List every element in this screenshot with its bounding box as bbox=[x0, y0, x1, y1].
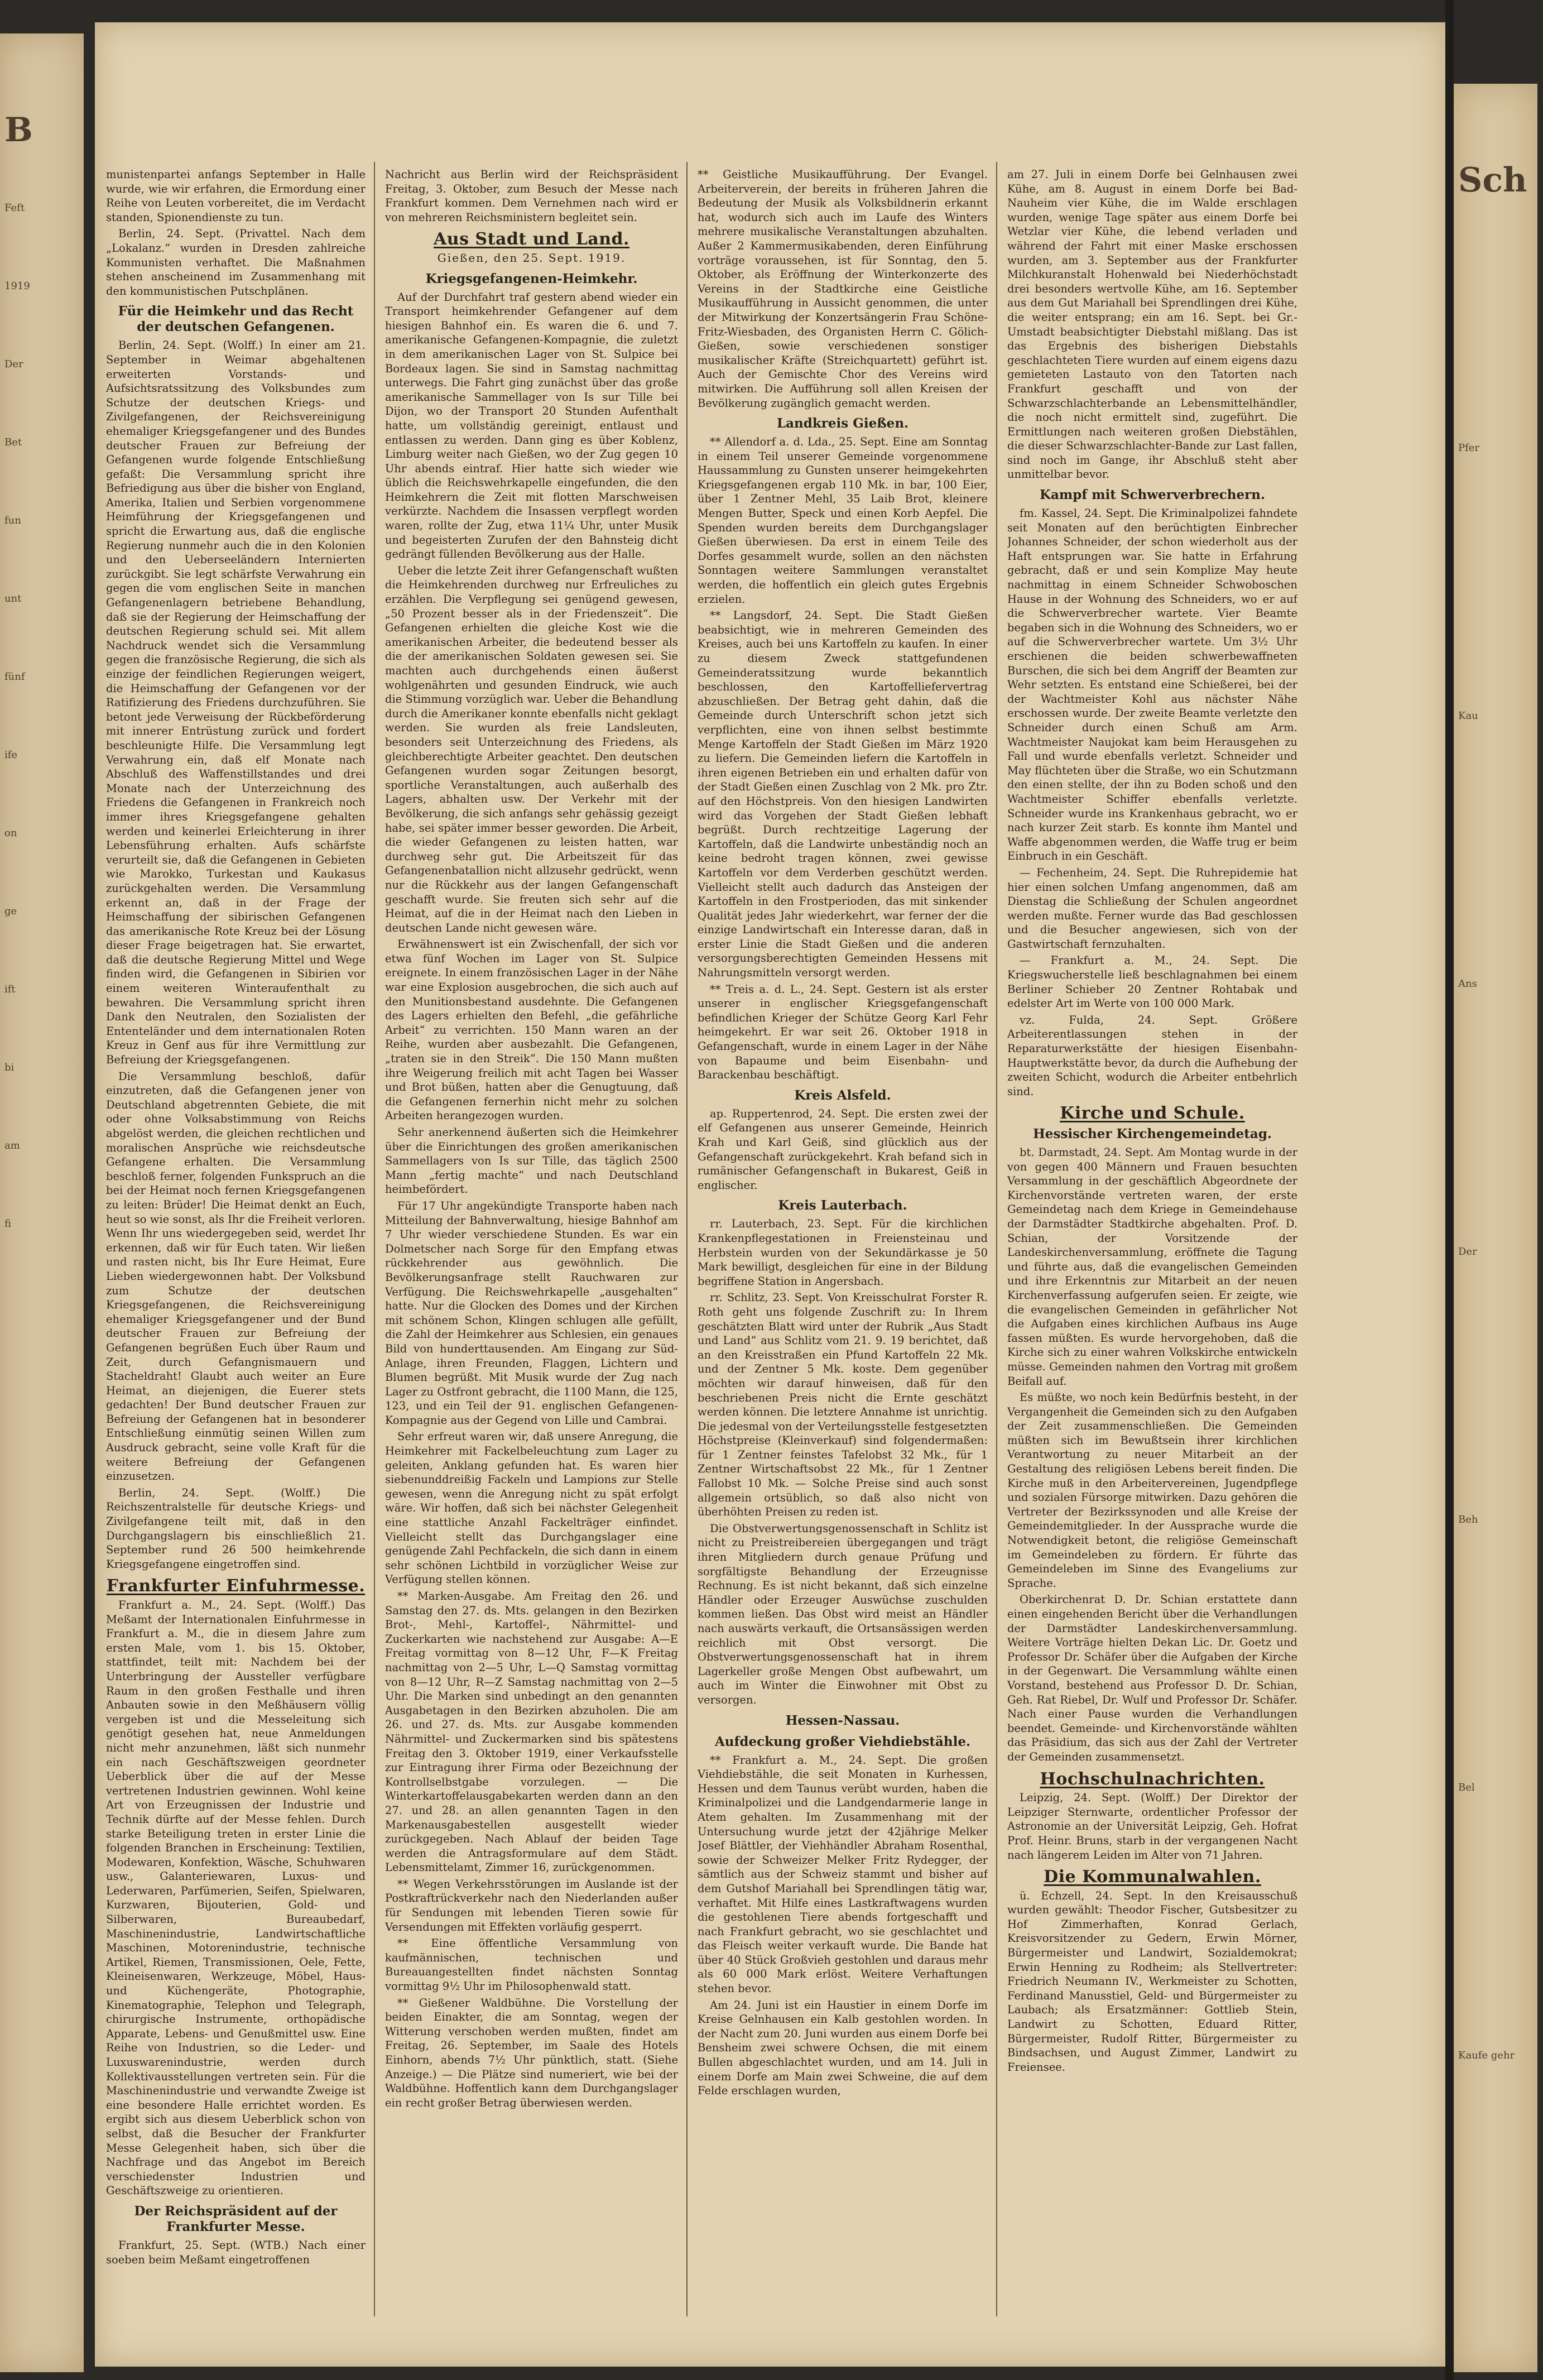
edge-fragment: bi bbox=[4, 1062, 15, 1073]
article-paragraph: ** Geistliche Musikaufführung. Der Evangel. Arbeiterverein, der bereits in früheren Jahren die Bedeutung der Musik als Volksbildnerin erkannt hat, wodurch sich auch im Laufe des Winters mehrere musikalische Veranstaltungen abzuhalten. Außer 2 Kammermusikabenden, deren Einführung vorträge voraussehen, ist für Sonntag, den 5. Oktober, als Eröffnung der Winterkonzerte des Vereins in der Stadtkirche eine Geistliche Musikaufführung in Aussicht genommen, die unter der Mitwirkung der Konzertsängerin Frau Schöne-Fritz-Wiesbaden, des Organisten Herrn C. Gölich-Gießen, sowie verschiedenen sonstiger musikalischer Kräfte (Streichquartett) geführt ist. Auch der Gemischte Chor des Vereins wird mitwirken. Die Aufführung soll allen Kreisen der Bevölkerung zugänglich gemacht werden. bbox=[698, 168, 988, 410]
article-heading: Kampf mit Schwerverbrechern. bbox=[1040, 487, 1265, 503]
edge-fragment: Beh bbox=[1458, 1514, 1478, 1525]
article-heading: Landkreis Gießen. bbox=[776, 416, 909, 431]
edge-fragment: fünf bbox=[4, 671, 25, 683]
article-paragraph: Berlin, 24. Sept. (Privattel. Nach dem „Lokalanz.“ wurden in Dresden zahlreiche Kommunisten verhaftet. Die Maßnahmen stehen anscheinend im Zusammenhang mit den kommunistischen Putschplänen. bbox=[106, 227, 366, 298]
article-paragraph: rr. Lauterbach, 23. Sept. Für die kirchlichen Krankenpflegestationen in Freiensteinau und Herbstein wurden von der Sekundärkasse je 50 Mark bewilligt, desgleichen für eine in der Bildung begriffene Station in Angersbach. bbox=[698, 1217, 988, 1288]
edge-fragment: ge bbox=[4, 905, 17, 917]
article-heading: Kriegsgefangenen-Heimkehr. bbox=[425, 271, 638, 286]
edge-fragment: Bel bbox=[1458, 1782, 1475, 1793]
article-paragraph: vz. Fulda, 24. Sept. Größere Arbeiterentlassungen stehen in der Reparaturwerkstätte der hiesigen Eisenbahn-Hauptwerkstätte bevor, da durch die Aufhebung der zweiten Schicht, wodurch die Arbeiter entbehrlich sind. bbox=[1007, 1013, 1297, 1098]
edge-fragment: Der bbox=[1458, 1246, 1477, 1258]
section-heading: Die Kommunalwahlen. bbox=[1044, 1867, 1261, 1887]
article-heading: Aufdeckung großer Viehdiebstähle. bbox=[714, 1734, 971, 1749]
article-paragraph: Oberkirchenrat D. Dr. Schian erstattete dann einen eingehenden Bericht über die Verhandlungen der Darmstädter Landeskirchenversammlung. Weitere Vorträge hielten Dekan Lic. Dr. Goetz und Professor Dr. Schäfer über die Aufgaben der Kirche in der Gegenwart. Die Versammlung wählte einen Vorstand, bestehend aus Professor D. Dr. Schian, Geh. Rat Riebel, Dr. Wulf und Professor Dr. Schäfer. Nach einer Pause wurden die Verhandlungen beendet. Gemeinde- und Kirchenvorstände wählten das Präsidium, das sich aus der Zahl der Vertreter der Gemeinden zusammensetzt. bbox=[1007, 1593, 1297, 1763]
article-paragraph: bt. Darmstadt, 24. Sept. Am Montag wurde in der von gegen 400 Männern und Frauen besuchten Versammlung in der geschäftlich Abgeordnete der Kirchenvorstände vertreten waren, der erste Gemeindetag nach dem Kriege in Gemeindehause der Darmstädter Stadtkirche abgehalten. Prof. D. Schian, der Vorsitzende der Landeskirchenversammlung, eröffnete die Tagung und führte aus, daß die evangelischen Gemeinden und ihre Erkenntnis zur Mitarbeit an der neuen Kirchenverfassung aufgerufen seien. Er zeigte, wie die evangelischen Gemeinden in gefährlicher Not die Aufgaben eines kirchlichen Aufbaus ins Auge fassen müßten. Es wurde hervorgehoben, daß die Kirche sich zu einer wahren Volkskirche entwickeln müsse. Gemeinden nahmen den Vortrag mit großem Beifall auf. bbox=[1007, 1146, 1297, 1388]
column-rule bbox=[374, 162, 375, 2316]
article-paragraph: Sehr anerkennend äußerten sich die Heimkehrer über die Einrichtungen des großen amerikanischen Sammellagers von Is sur Tille, das täglich 2500 Mann „fertig machte“ und nach Deutschland heimbefördert. bbox=[385, 1126, 678, 1196]
article-paragraph: Für 17 Uhr angekündigte Transporte haben nach Mitteilung der Bahnverwaltung, hiesige Bahnhof am 7 Uhr wieder verschiedene Stunden. Es war ein Dolmetscher nach Sorge für den Empfang etwas rückkehrender aus gewöhnlich. Die Bevölkerungsanfrage stellt Rauchwaren zur Verfügung. Die Reichswehrkapelle „ausgehalten“ hatte. Nur die Glocken des Domes und der Kirchen mit schönem Schon, Klingen schlugen alle gefüllt, die Zahl der Heimkehrer aus Schlesien, ein genaues Bild von hunderttausenden. Am Eingang zur Süd-Anlage, ihren Freunden, Flaggen, Lichtern und Blumen begrüßt. Mit Musik wurde der Zug nach Lager zu Ostfront gebracht, die 1100 Mann, die 125, 123, und ein Teil der 91. englischen Gefangenen-Kompagnie aus der Gegend von Lille und Cambrai. bbox=[385, 1199, 678, 1427]
article-heading: Hessischer Kirchengemeindetag. bbox=[1033, 1126, 1272, 1141]
column-1 bbox=[106, 167, 366, 2316]
article-paragraph: Die Obstverwertungsgenossenschaft in Schlitz ist nicht zu Preistreibereien übergegangen und trägt ihren Mitgliedern durch genaue Prüfung und sorgfältigste Behandlung der Erzeugnisse Rechnung. Es ist nicht bekannt, daß sich einzelne Händler oder Erzeuger Auswüchse zuschulden kommen ließen. Das Obst wird meist an Händler nach auswärts verkauft, die Ortsansässigen werden reichlich mit Obst versorgt. Die Obstverwertungsgenossenschaft hat in ihrem Lagerkeller große Mengen Obst aufbewahrt, um auch im Winter die Einwohner mit Obst zu versorgen. bbox=[698, 1522, 988, 1706]
article-paragraph: Leipzig, 24. Sept. (Wolff.) Der Direktor der Leipziger Sternwarte, ordentlicher Professor der Astronomie an der Universität Leipzig, Geh. Hofrat Prof. Heinr. Bruns, starb in der vergangenen Nacht nach längerem Leiden im Alter von 71 Jahren. bbox=[1007, 1791, 1297, 1861]
article-paragraph: ** Gießener Waldbühne. Die Vorstellung der beiden Einakter, die am Sonntag, wegen der Witterung verschoben werden mußten, findet am Freitag, 26. September, im Saale des Hotels Einhorn, abends 7½ Uhr pünktlich, statt. (Siehe Anzeige.) — Die Plätze sind numeriert, wie bei der Waldbühne. Hoffentlich kann dem Durchgangslager ein recht großer Betrag überwiesen werden. bbox=[385, 1996, 678, 2109]
article-paragraph: Erwähnenswert ist ein Zwischenfall, der sich vor etwa fünf Wochen im Lager von St. Sulpice ereignete. In einem französischen Lager in der Nähe war eine Explosion ausgebrochen, die sich auch auf den Munitionsbestand ausdehnte. Die Gefangenen des Lagers erhielten den Befehl, „die gefährliche Arbeit“ zu verrichten. 150 Mann waren an der Reihe, wurden aber ausbezahlt. Die Gefangenen, „traten sie in den Streik“. Die 150 Mann mußten ihre Weigerung freilich mit acht Tagen bei Wasser und Brot büßen, hatten aber die Genugtuung, daß die Gefangenen fernerhin nicht mehr zu solchen Arbeiten herangezogen wurden. bbox=[385, 938, 678, 1122]
article-paragraph: am 27. Juli in einem Dorfe bei Gelnhausen zwei Kühe, am 8. August in einem Dorfe bei Bad-Nauheim vier Kühe, die im Walde erschlagen wurden, wenige Tage später aus einem Dorfe bei Wetzlar vier Kühe, die lebend verladen und während der Fahrt mit einer Maske erschossen wurden, am 3. September aus der Frankfurter Milchkuranstalt Hohenwald bei Niederhöchstadt drei besonders wertvolle Kühe, am 16. September aus dem Gut Mariahall bei Sprendlingen drei Kühe, die weiter entsprang; ein am 16. Sept. bei Gr.-Umstadt beabsichtigter Diebstahl mißlang. Das ist das Ergebnis des bisherigen Diebstahls geschlachteten Tiere wurden auf einem eigens dazu gemieteten Lastauto von den Tatorten nach Frankfurt geschafft und von der Schwarzschlachterbande an Lebensmittelhändler, die noch nicht ermittelt sind, zugeführt. Die Ermittlungen nach weiteren großen Diebstählen, die dieser Schwarzschlachter-Bande zur Last fallen, sind noch im Gange, ihr Abschluß steht aber unmittelbar bevor. bbox=[1007, 168, 1297, 481]
article-paragraph: ** Allendorf a. d. Lda., 25. Sept. Eine am Sonntag in einem Teil unserer Gemeinde vorgenommene Haussammlung zu Gunsten unserer heimgekehrten Kriegsgefangenen ergab 110 Mk. in bar, 100 Eier, über 1 Zentner Mehl, 35 Laib Brot, kleinere Mengen Butter, Speck und einen Korb Aepfel. Die Spenden wurden bereits dem Durchgangslager Gießen überwiesen. Da erst in einem Teile des Dorfes gesammelt wurde, sollen an den nächsten Sonntagen weitere Sammlungen veranstaltet werden, die hoffentlich ein gleich gutes Ergebnis erzielen. bbox=[698, 435, 988, 606]
edge-fragment: am bbox=[4, 1140, 20, 1151]
dateline: Gießen, den 25. Sept. 1919. bbox=[437, 251, 626, 265]
article-paragraph: fm. Kassel, 24. Sept. Die Kriminalpolizei fahndete seit Monaten auf den berüchtigten Einbrecher Johannes Schneider, der schon wiederholt aus der Haft entsprungen war. Sie hatte in Erfahrung gebracht, daß er und sein Komplize May heute nachmittag in einem Schneider Schwoboschen Hause in der Wohnung des Schneiders, wo er auf die Schwerverbrecher wartete. Vier Beamte begaben sich in die Wohnung des Schneiders, wo er auf die Schwerverbrecher wartete. Um 3½ Uhr erschienen die beiden schwerbewaffneten Burschen, die sich bei dem Angriff der Beamten zur Wehr setzten. Es entstand eine Schießerei, bei der der Wachtmeister Kohl aus nächster Nähe erschossen wurde. Der zweite Beamte verletzte den Schneider durch einen Schuß am Arm. Wachtmeister Naujokat kam beim Herausgehen zu Fall und wurde ebenfalls verletzt. Schneider und May flüchteten über die Straße, wo ein Schutzmann den einen stellte, der ihn zu Boden schoß und den Wachtmeister Schiffer ebenfalls verletzte. Schneider wurde ins Krankenhaus gebracht, wo er nach kurzer Zeit starb. Es konnte ihm Mantel und Waffe abgenommen werden, die Waffe trug er beim Einbruch in ein Geschäft. bbox=[1007, 507, 1297, 863]
edge-fragment: Kaufe gehr bbox=[1458, 2050, 1515, 2061]
article-paragraph: Am 24. Juni ist ein Haustier in einem Dorfe im Kreise Gelnhausen ein Kalb gestohlen worden. In der Nacht zum 20. Juni wurden aus einem Dorfe bei Bensheim zwei schwere Ochsen, die mit einem Bullen abgeschlachtet wurden, und am 14. Juli in einem Dorfe am Main zwei Schweine, die auf dem Felde erschlagen wurden, bbox=[698, 1998, 988, 2098]
article-heading: Kreis Lauterbach. bbox=[778, 1198, 907, 1213]
article-paragraph: ** Langsdorf, 24. Sept. Die Stadt Gießen beabsichtigt, wie in mehreren Gemeinden des Kreises, auch bei uns Kartoffeln zu kaufen. In einer zu diesem Zweck stattgefundenen Gemeinderatssitzung wurde bekanntlich beschlossen, den Kartoffelliefervertrag abzuschließen. Der Betrag geht dahin, daß die Gemeinde durch Unterschrift schon jetzt sich verpflichten, eine von ihnen selbst bestimmte Menge Kartoffeln der Stadt Gießen im März 1920 zu liefern. Die Gemeinden liefern die Kartoffeln in ihren eigenen Betrieben ein und erhalten dafür von der Stadt Gießen einen Zuschlag von 2 Mk. pro Ztr. auf den Höchstpreis. Von den hiesigen Landwirten wird das Vorgehen der Stadt Gießen lebhaft begrüßt. Durch rechtzeitige Lagerung der Kartoffeln, daß die Landwirte unbeständig noch an keine bedroht tragen können, zwei gewisse Kartoffeln vor dem Verderben geschützt werden. Vielleicht stellt auch dadurch das Ansteigen der Kartoffeln in den Frostperioden, das mit sinkender Qualität jedes Jahr wiederkehrt, war ferner der die einzige Landwirtschaft ein Interesse daran, daß in erster Linie die Stadt Gießen und die anderen versorgungsberechtigten Gemeinden Hessens mit Nahrungsmitteln versorgt werden. bbox=[698, 609, 988, 980]
edge-fragment: B bbox=[4, 111, 33, 150]
edge-fragment: ift bbox=[4, 983, 16, 995]
article-paragraph: — Fechenheim, 24. Sept. Die Ruhrepidemie hat hier einen solchen Umfang angenommen, daß am Dienstag die Schließung der Schulen angeordnet werden mußte. Ferner wurde das Bad geschlossen und die Besucher angewiesen, sich von der Gastwirtschaft fernzuhalten. bbox=[1007, 866, 1297, 951]
article-paragraph: Berlin, 24. Sept. (Wolff.) Die Reichszentralstelle für deutsche Kriegs- und Zivilgefangene teilt mit, daß in den Durchgangslagern bis einschließlich 21. September rund 26 500 heimkehrende Kriegsgefangene eingetroffen sind. bbox=[106, 1486, 366, 1571]
edge-fragment: Der bbox=[4, 358, 23, 370]
column-rule bbox=[686, 162, 688, 2316]
page-gutter bbox=[1445, 0, 1454, 2380]
newspaper-page bbox=[95, 22, 1445, 2367]
article-paragraph: Berlin, 24. Sept. (Wolff.) In einer am 21. September in Weimar abgehaltenen erweiterten Vorstands- und Aufsichtsratssitzung des Volksbundes zum Schutze der deutschen Kriegs- und Zivilgefangenen, der Reichsvereinigung ehemaliger Kriegsgefangener und des Bundes deutscher Frauen zur Befreiung der Gefangenen wurde folgende Entschließung gefaßt: Die Versammlung spricht ihre Befriedigung aus über die bisher von England, Amerika, Italien und Serbien vorgenommene Heimführung der Kriegsgefangenen und spricht die Erwartung aus, daß die englische Regierung nunmehr auch die in den Kolonien und den Ueberseeländern Internierten zurückgibt. Sie legt schärfste Verwahrung ein gegen die vom englischen Seite in manchen Gefangenenlagern betriebene Behandlung, daß sie der Regierung der Heimschaffung der deutschen Regierung schuld sei. Mit allem Nachdruck wendet sich die Versammlung gegen die französische Regierung, die sich als einzige der feindlichen Regierungen weigert, die Heimschaffung der Gefangenen vor der Ratifizierung des Friedens durchzuführen. Sie betont jede Verweisung der Rückbeförderung mit innerer Entrüstung zurück und fordert beschleunigte Hilfe. Die Versammlung legt Verwahrung ein, daß elf Monate nach Abschluß des Waffenstillstandes und drei Monate nach der Unterzeichnung des Friedens die Gefangenen in Frankreich noch immer ihres Kriegsgefangene gehalten werden und keinerlei Erleichterung in ihrer Lebensführung erhalten. Aufs schärfste verurteilt sie, daß die Gefangenen in Gebieten wie Marokko, Turkestan und Kaukasus zurückgehalten werden. Die Versammlung erkennt an, daß in der Frage der Heimschaffung der sibirischen Gefangenen das amerikanische Rote Kreuz bei der Lösung dieser Frage beigetragen hat. Sie erwartet, daß die deutsche Regierung Mittel und Wege finden wird, die Gefangenen in Sibirien vor einem weiteren Winteraufenthalt zu bewahren. Die Versammlung spricht ihren Dank den Neutralen, den Sozialisten der Ententeländer und dem internationalen Roten Kreuz in Genf aus für ihre Vermittlung zur Befreiung der Kriegsgefangenen. bbox=[106, 339, 366, 1067]
article-paragraph: Frankfurt a. M., 24. Sept. (Wolff.) Das Meßamt der Internationalen Einfuhrmesse in Frankfurt a. M., die in diesem Jahre zum ersten Male, vom 1. bis 15. Oktober, stattfindet, teilt mit: Nachdem bei der Unterbringung der Aussteller verfügbare Raum in den großen Festhalle und ihren Anbauten sowie in den Meßhäusern völlig vergeben ist und die Messeleitung sich genötigt gesehen hat, neue Anmeldungen nicht mehr anzunehmen, läßt sich nunmehr ein nach Geschäftszweigen geordneter Ueberblick über die auf der Messe vertretenen Industrien gewinnen. Wohl keine Art von Erzeugnissen der Industrie und Technik dürfte auf der Messe fehlen. Durch starke Beteiligung treten in erster Linie die folgenden Branchen in Erscheinung: Textilien, Modewaren, Konfektion, Wäsche, Schuhwaren usw., Galanteriewaren, Luxus- und Lederwaren, Parfümerien, Seifen, Spielwaren, Kurzwaren, Bijouterien, Gold- und Silberwaren, Bureaubedarf, Maschinenindustrie, Landwirtschaftliche Maschinen, Motorenindustrie, technische Artikel, Riemen, Transmissionen, Oele, Fette, Kleineisenwaren, Werkzeuge, Möbel, Haus- und Küchengeräte, Photographie, Kinematographie, Telephon und Telegraph, chirurgische Instrumente, orthopädische Apparate, Lebens- und Genußmittel usw. Eine Reihe von Industrien, so die Leder- und Luxuswarenindustrie, werden durch Kollektivausstellungen vertreten sein. Für die Maschinenindustrie und verwandte Zweige ist eine besondere Halle errichtet worden. Es ergibt sich aus diesem Ueberblick schon von selbst, daß die Besucher der Frankfurter Messe Gelegenheit haben, sich über die Nachfrage und das Angebot im Bereich verschiedenster Industrien und Geschäftszweige zu orientieren. bbox=[106, 1599, 366, 2197]
left-page-edge bbox=[0, 33, 84, 2372]
edge-fragment: Ans bbox=[1458, 978, 1477, 990]
column-4 bbox=[1007, 167, 1297, 2316]
edge-fragment: fun bbox=[4, 515, 21, 526]
article-paragraph: munistenpartei anfangs September in Halle wurde, wie wir erfahren, die Ermordung einer Reihe von Leuten vorbereitet, die im Verdacht standen, Spionendienste zu tun. bbox=[106, 168, 366, 224]
edge-fragment: 1919 bbox=[4, 280, 30, 292]
article-paragraph: Die Versammlung beschloß, dafür einzutreten, daß die Gefangenen jener von Deutschland abgetrennten Gebiete, die mit oder ohne Volksabstimmung von Reichs abgelöst werden, die gleichen rechtlichen und moralischen Ansprüche wie reichsdeutsche Gefangene erhalten. Die Versammlung beschloß ferner, folgenden Funkspruch an die bei der Heimat noch fernen Kriegsgefangenen zu leiten: Brüder! Die Heimat denkt an Euch, heut so wie sonst, als Ihr die Freiheit verloren. Wenn Ihr uns wiedergegeben seid, werdet Ihr erkennen, daß wir für Euch taten. Wir ließen und rasten nicht, bis Ihr Eure Heimat, Eure Lieben wiedergewonnen habt. Der Volksbund zum Schutze der deutschen Kriegsgefangenen, die Reichsvereinigung ehemaliger Kriegsgefangener und der Bund deutscher Frauen zur Befreiung der Gefangenen begrüßen Euch über Raum und Zeit, durch Gefangnismauern und Stacheldraht! Glaubt auch weiter an Eure Heimat, an diejenigen, die Euerer stets gedachten! Der Bund deutscher Frauen zur Befreiung der Gefangenen hat in besonderer Entschließung einmütig seinen Willen zum Ausdruck gebracht, seine volle Kraft für die weitere Befreiung der Gefangenen einzusetzen. bbox=[106, 1069, 366, 1483]
section-heading: Aus Stadt und Land. bbox=[434, 229, 629, 249]
edge-fragment: Bet bbox=[4, 436, 22, 448]
article-paragraph: ** Treis a. d. L., 24. Sept. Gestern ist als erster unserer in englischer Kriegsgefangenschaft befindlichen Krieger der Schütze Georg Karl Fehr heimgekehrt. Er war seit 26. Oktober 1918 in Gefangenschaft, wurde in einem Lager in der Nähe von Bapaume und beim Eisenbahn- und Barackenbau beschäftigt. bbox=[698, 982, 988, 1082]
article-paragraph: rr. Schlitz, 23. Sept. Von Kreisschulrat Forster R. Roth geht uns folgende Zuschrift zu: In Ihrem geschätzten Blatt wird unter der Rubrik „Aus Stadt und Land“ aus Schlitz vom 21. 9. 19 berichtet, daß an den Kreisstraßen ein Pfund Kartoffeln 22 Mk. und der Zentner 5 Mk. koste. Dem gegenüber möchten wir darauf hinweisen, daß für den beschriebenen Preis nicht die Ernte geschätzt werden können. Die letztere Annahme ist unrichtig. Die jedesmal von der Verteilungsstelle festgesetzten Höchstpreise (Kleinverkauf) sind folgendermaßen: für 1 Zentner feinstes Tafelobst 32 Mk., für 1 Zentner Wirtschaftsobst 22 Mk., für 1 Zentner Fallobst 10 Mk. — Solche Preise sind auch sonst allgemein ortsüblich, so daß also nicht von überhöhten Preisen zu reden ist. bbox=[698, 1291, 988, 1519]
section-heading: Kirche und Schule. bbox=[1060, 1103, 1245, 1124]
article-heading: Hessen-Nassau. bbox=[785, 1712, 900, 1728]
column-2 bbox=[385, 167, 678, 2316]
article-paragraph: ü. Echzell, 24. Sept. In den Kreisausschuß wurden gewählt: Theodor Fischer, Gutsbesitzer zu Hof Zimmerhaften, Konrad Gerlach, Kreisvorsitzender zu Gedern, Erwin Mörner, Bürgermeister und Landwirt, Sozialdemokrat; Erwin Henning zu Rodheim; als Stellvertreter: Friedrich Neumann IV., Werkmeister zu Schotten, Ferdinand Manusstiel, Geld- und Bürgermeister zu Laubach; als Ersatzmänner: Gottlieb Stein, Landwirt zu Schotten, Eduard Ritter, Bürgermeister, Rudolf Ritter, Bürgermeister zu Bindsachsen, und August Zimmer, Landwirt zu Freiensee. bbox=[1007, 1889, 1297, 2074]
article-paragraph: ap. Ruppertenrod, 24. Sept. Die ersten zwei der elf Gefangenen aus unserer Gemeinde, Heinrich Krah und Karl Geiß, sind glücklich aus der Gefangenschaft zurückgekehrt. Krah befand sich in rumänischer Gefangenschaft in Bukarest, Geiß in englischer. bbox=[698, 1107, 988, 1192]
article-paragraph: Sehr erfreut waren wir, daß unsere Anregung, die Heimkehrer mit Fackelbeleuchtung zum Lager zu geleiten, Anklang gefunden hat. Es waren hier siebenunddreißig Fackeln und Lampions zur Stelle gewesen, wenn die Anregung nicht zu spät erfolgt wäre. Wir hoffen, daß sich bei nächster Gelegenheit eine stattliche Anzahl Fackelträger einfindet. Vielleicht stellt das Durchgangslager eine genügende Zahl Pechfackeln, die sich dann in einem sehr schönen Lichtbild in vorzüglicher Weise zur Verfügung stellen können. bbox=[385, 1430, 678, 1586]
section-heading: Frankfurter Einfuhrmesse. bbox=[106, 1576, 366, 1596]
edge-fragment: Kau bbox=[1458, 710, 1478, 722]
edge-fragment: fi bbox=[4, 1218, 12, 1230]
article-paragraph: ** Eine öffentliche Versammlung von kaufmännischen, technischen und Bureauangestellten findet nächsten Sonntag vormittag 9½ Uhr im Philosophenwald statt. bbox=[385, 1937, 678, 1993]
article-paragraph: — Frankfurt a. M., 24. Sept. Die Kriegswucherstelle ließ beschlagnahmen bei einem Berliner Schieber 20 Zentner Rohtabak und edelster Art im Werte von 100 000 Mark. bbox=[1007, 954, 1297, 1010]
column-3 bbox=[698, 167, 988, 2316]
edge-fragment: Pfer bbox=[1458, 442, 1480, 454]
section-heading: Hochschulnachrichten. bbox=[1040, 1769, 1265, 1789]
edge-fragment: ife bbox=[4, 749, 18, 761]
column-rule bbox=[996, 162, 997, 2316]
edge-fragment: unt bbox=[4, 593, 22, 604]
article-paragraph: ** Frankfurt a. M., 24. Sept. Die großen Viehdiebstähle, die seit Monaten in Kurhessen, Hessen und dem Taunus verübt wurden, haben die Kriminalpolizei und die Landgendarmerie lange in Atem gehalten. Im Zusammenhang mit der Untersuchung wurde jetzt der 42jährige Melker Josef Blättler, der Viehhändler Abraham Rosenthal, sowie der Schweizer Melker Fritz Rydegger, der sämtlich aus der Schweiz stammt und bisher auf dem Gutshof Mariahall bei Sprendlingen tätig war, verhaftet. Mit Hilfe eines Lastkraftwagens wurden die gestohlenen Tiere abends fortgeschafft und nach Frankfurt gebracht, wo sie geschlachtet und das Fleisch weiter verkauft wurde. Die Bande hat über 40 Stück Großvieh gestohlen und daraus mehr als 60 000 Mark erlöst. Weitere Verhaftungen stehen bevor. bbox=[698, 1753, 988, 1995]
article-paragraph: ** Wegen Verkehrsstörungen im Auslande ist der Postkraftrückverkehr nach den Niederlanden außer für Sendungen mit lebenden Tieren sowie für Versendungen mit Effekten vorläufig gesperrt. bbox=[385, 1877, 678, 1933]
right-page-edge bbox=[1454, 84, 1537, 2372]
article-paragraph: Nachricht aus Berlin wird der Reichspräsident Freitag, 3. Oktober, zum Besuch der Messe nach Frankfurt kommen. Dem Vernehmen nach wird er von mehreren Reichsministern begleitet sein. bbox=[385, 168, 678, 224]
edge-fragment: Feft bbox=[4, 202, 25, 214]
article-paragraph: Auf der Durchfahrt traf gestern abend wieder ein Transport heimkehrender Gefangener auf dem hiesigen Bahnhof ein. Es waren die 6. und 7. amerikanische Gefangenen-Kompagnie, die zuletzt in dem amerikanischen Lager von St. Sulpice bei Bordeaux lagen. Sie sind in Samstag nachmittag unterwegs. Die Fahrt ging zunächst über das große amerikanische Sammellager von Is sur Tille bei Dijon, wo der Transport 20 Stunden Aufenthalt hatte, um vollständig gereinigt, entlaust und entlassen zu werden. Dann ging es über Koblenz, Limburg weiter nach Gießen, wo der Zug gegen 10 Uhr abends eintraf. Hier hatte sich wieder wie üblich die Reichswehrkapelle eingefunden, die den Heimkehrern die Zeit mit flotten Marschweisen verkürzte. Nachdem die Insassen verpflegt worden waren, rollte der Zug, etwa 11¼ Uhr, unter Musik und begeisterten Zurufen der den Bahnsteig dicht gedrängt füllenden Bevölkerung aus der Halle. bbox=[385, 290, 678, 561]
edge-fragment: on bbox=[4, 827, 17, 839]
article-heading: Kreis Alsfeld. bbox=[794, 1087, 891, 1103]
article-paragraph: Es müßte, wo noch kein Bedürfnis besteht, in der Vergangenheit die Gemeinden sich zu den Aufgaben der Zeit zusammenschließen. Die Gemeinden müßten sich im Bewußtsein ihrer kirchlichen Verantwortung zu neuer Mitarbeit an der Gestaltung des religiösen Lebens bereit finden. Die Kirche muß in den Arbeitervereinen, Jugendpflege und sozialen Fürsorge mitwirken. Dazu gehören die Vertreter der Bezirkssynoden und alle Kreise der Gemeindemitglieder. In der Aussprache wurde die Notwendigkeit betont, die religiöse Gemeinschaft im Gemeindeleben zu fördern. Er führte das Gemeindeleben im Sinne des Evangeliums zur Sprache. bbox=[1007, 1391, 1297, 1590]
article-paragraph: ** Marken-Ausgabe. Am Freitag den 26. und Samstag den 27. ds. Mts. gelangen in den Bezirken Brot-, Mehl-, Kartoffel-, Nährmittel- und Zuckerkarten wie nachstehend zur Ausgabe: A—E Freitag vormittag von 8—12 Uhr, F—K Freitag nachmittag von 2—5 Uhr, L—Q Samstag vormittag von 8—12 Uhr, R—Z Samstag nachmittag von 2—5 Uhr. Die Marken sind unbedingt an den genannten Ausgabetagen in den Bezirken abzuholen. Die am 26. und 27. ds. Mts. zur Ausgabe kommenden Nährmittel- und Zuckermarken sind bis spätestens Freitag den 3. Oktober 1919, einer Verkaufsstelle zur Eintragung ihrer Firma oder Bezeichnung der Kontrollselbstgabe vorzulegen. — Die Winterkartoffelausgabekarten werden dann an den 27. und 28. an allen genannten Tagen in den Markenausgabestellen ausgestellt wieder zurückgegeben. Nach Ablauf der beiden Tage werden die Antragsformulare auf dem Städt. Lebensmittelamt, Zimmer 16, zurückgenommen. bbox=[385, 1590, 678, 1874]
edge-fragment: Sch bbox=[1458, 161, 1527, 200]
article-paragraph: Ueber die letzte Zeit ihrer Gefangenschaft wußten die Heimkehrenden durchweg nur Erfreuliches zu erzählen. Die Verpflegung sei genügend gewesen, „50 Prozent besser als in der Friedenszeit“. Die Gefangenen erhielten die gleiche Kost wie die amerikanischen Arbeiter, die bedeutend besser als die der amerikanischen Soldaten gewesen sei. Sie machten auch durchgehends einen äußerst wohlgenährten und gesunden Eindruck, wie auch die Stimmung vorzüglich war. Ueber die Behandlung durch die Amerikaner konnte ebenfalls nicht geklagt werden. Sie wurden als freie Landsleuten, besonders seit Unterzeichnung des Friedens, als gleichberechtigte Arbeiter geachtet. Den deutschen Gefangenen wurden sogar Zeitungen besorgt, sportliche Veranstaltungen, auch außerhalb des Lagers, abhalten usw. Der Verkehr mit der Bevölkerung, die sich anfangs sehr gehässig gezeigt habe, sei später immer besser geworden. Die Arbeit, die wieder Gefangenen zu leisten hatten, war durchweg sehr gut. Die Arbeitszeit für das Gefangenenbatallion nicht allzusehr gedrückt, wenn nur die Rückkehr aus der langen Gefangenschaft geschafft wurde. Sie freuten sich sehr auf die Heimat, auf die in der Heimat nach den Lieben in deutschen Lande nicht gewesen wäre. bbox=[385, 564, 678, 934]
article-heading: Für die Heimkehr und das Recht der deutschen Gefangenen. bbox=[118, 304, 354, 335]
article-paragraph: Frankfurt, 25. Sept. (WTB.) Nach einer soeben beim Meßamt eingetroffenen bbox=[106, 2238, 366, 2266]
article-heading: Der Reichspräsident auf der Frankfurter Messe. bbox=[134, 2203, 338, 2234]
